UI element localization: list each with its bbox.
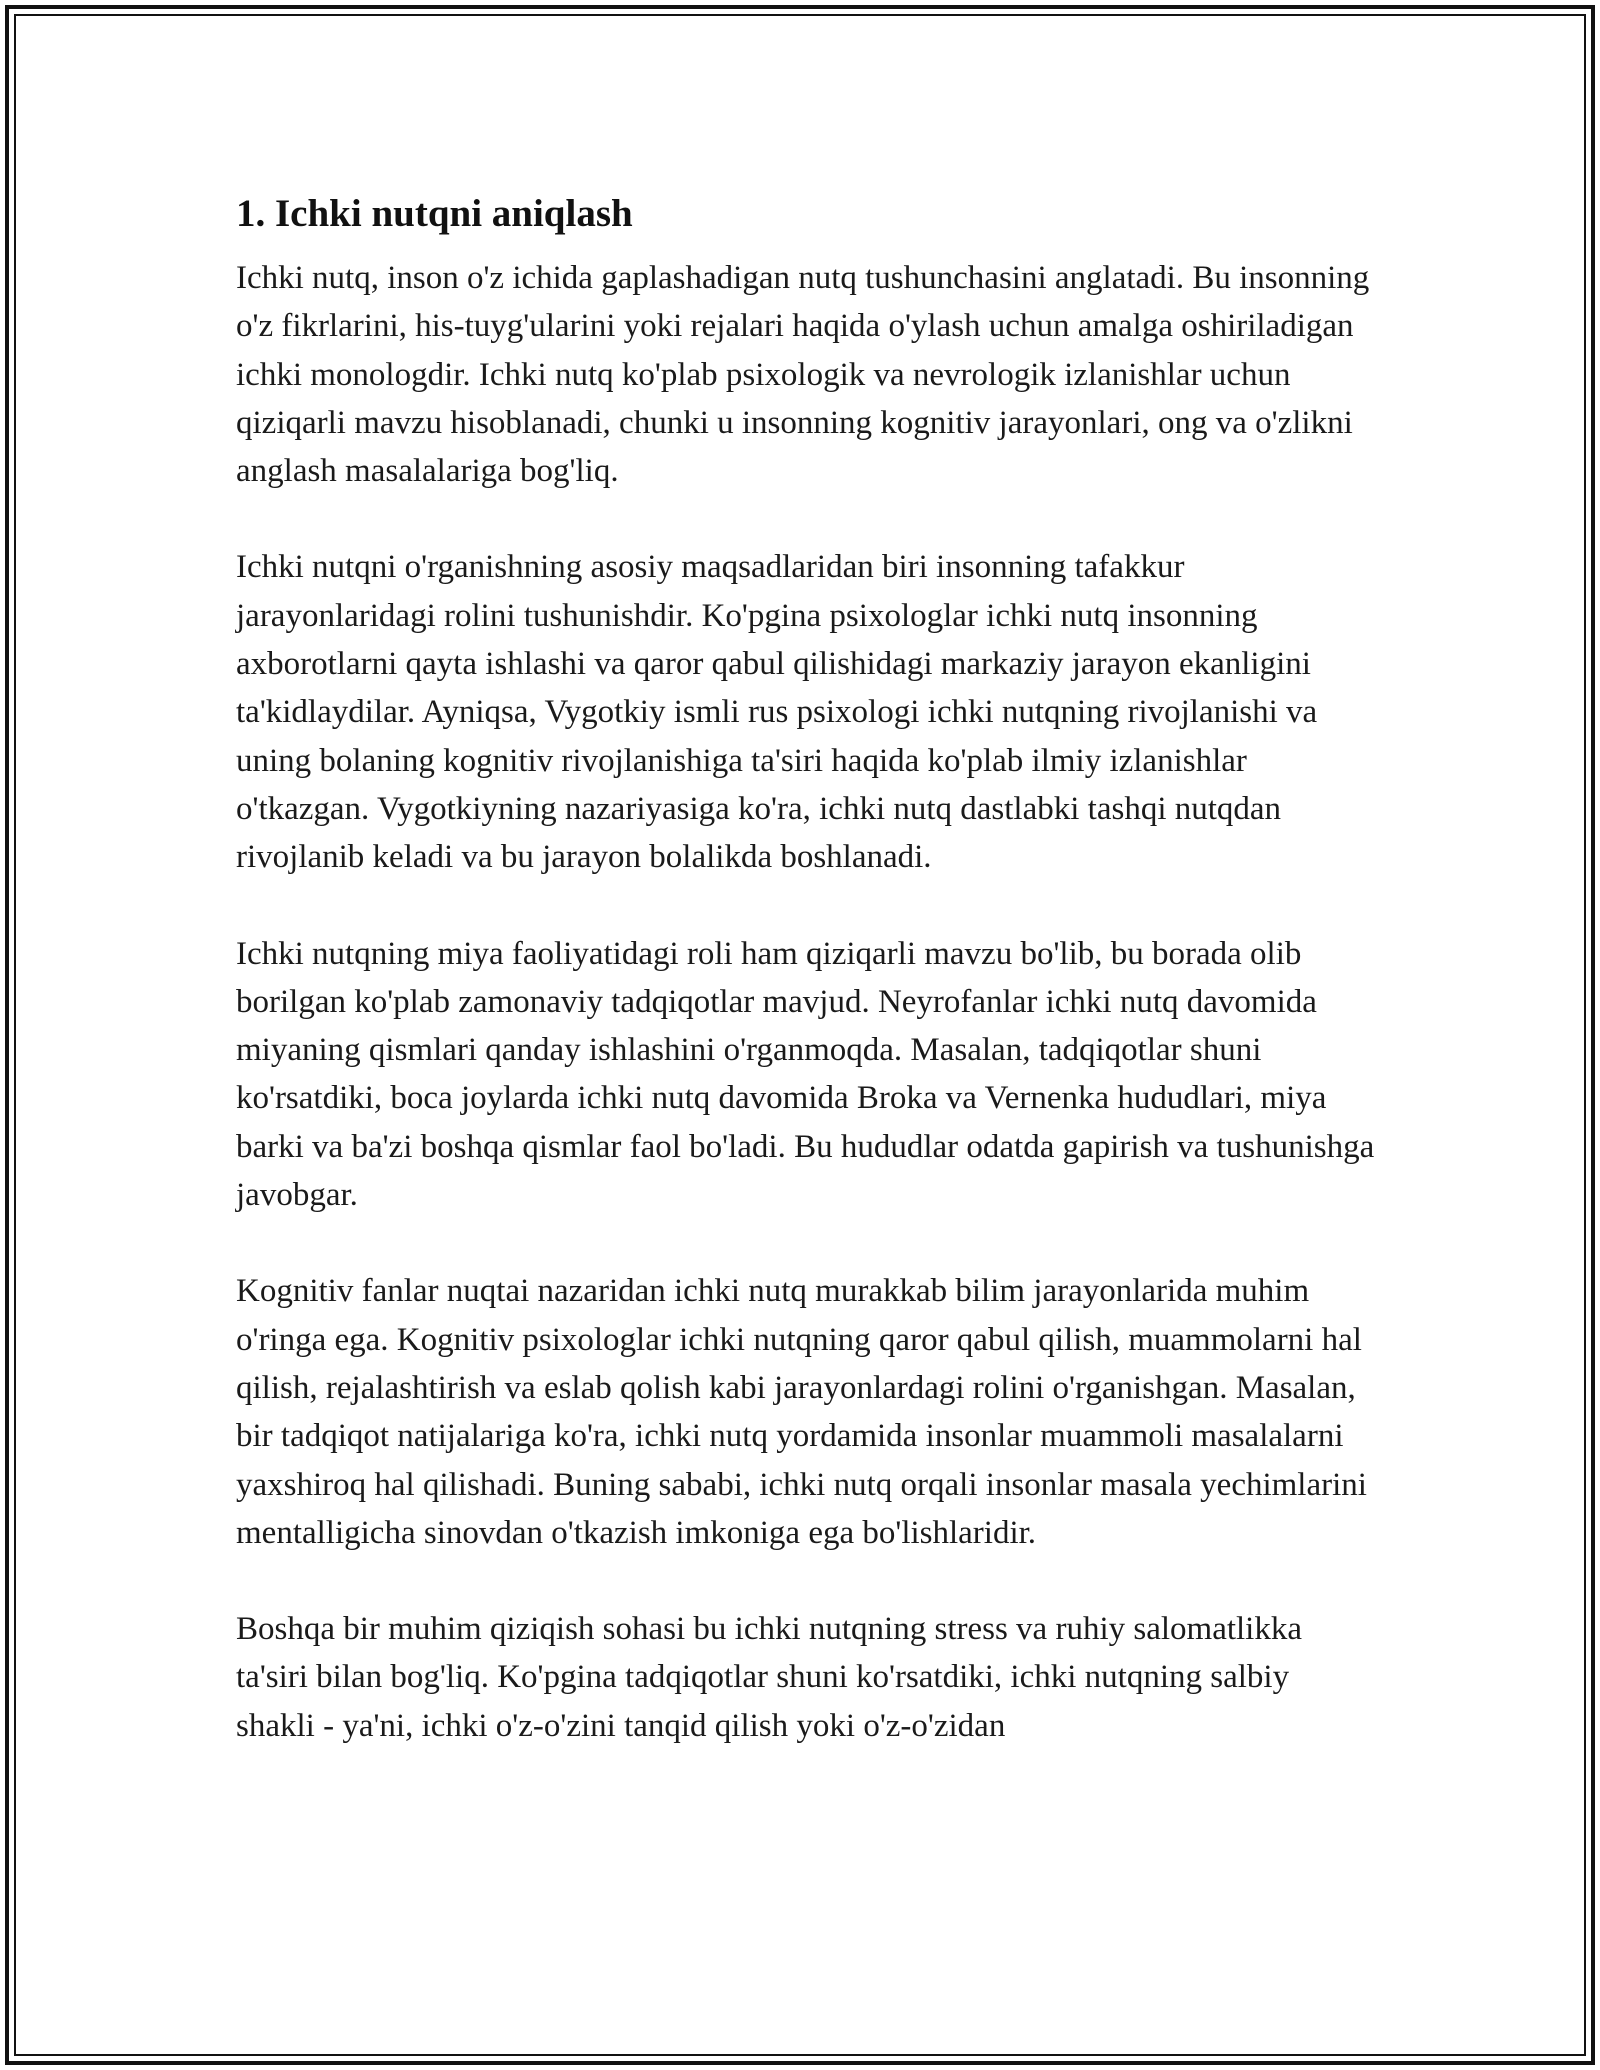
paragraph-1: Ichki nutq, inson o'z ichida gaplashadigan nutq tushunchasini anglatadi. Bu insonning o'z fikrlarini, his-tuyg'ularini yoki rejalari haqida o'ylash uchun amalga oshiriladigan ichki monologdir. Ichki nutq ko'plab psixologik va nevrologik izlanishlar uchun qiziqarli mavzu hisoblanadi, chunki u insonning kognitiv jarayonlari, ong va o'zlikni anglash masalalariga bog'liq. [236,260,1370,490]
paragraph-3: Ichki nutqning miya faoliyatidagi roli ham qiziqarli mavzu bo'lib, bu borada olib borilgan ko'plab zamonaviy tadqiqotlar mavjud. Neyrofanlar ichki nutq davomida miyaning qismlari qanday ishlashini o'rganmoqda. Masalan, tadqiqotlar shuni ko'rsatdiki, boca joylarda ichki nutq davomida Broka va Vernenka hududlari, miya barki va ba'zi boshqa qismlar faol bo'ladi. Bu hududlar odatda gapirish va tushunishga javobgar. [236,935,1375,1214]
section-heading: 1. Ichki nutqni aniqlash [236,192,633,235]
paragraph-2: Ichki nutqni o'rganishning asosiy maqsadlaridan biri insonning tafakkur jarayonlaridagi rolini tushunishdir. Ko'pgina psixologlar ichki nutq insonning axborotlarni qayta ishlashi va qaror qabul qilishidagi markaziy jarayon ekanligini ta'kidlaydilar. Ayniqsa, Vygotkiy ismli rus psixologi ichki nutqning rivojlanishi va uning bolaning kognitiv rivojlanishiga ta'siri haqida ko'plab ilmiy izlanishlar o'tkazgan. Vygotkiyning nazariyasiga ko'ra, ichki nutq dastlabki tashqi nutqdan rivojlanib keladi va bu jarayon bolalikda boshlanadi. [236,549,1318,876]
paragraph-4: Kognitiv fanlar nuqtai nazaridan ichki nutq murakkab bilim jarayonlarida muhim o'ringa ega. Kognitiv psixologlar ichki nutqning qaror qabul qilish, muammolarni hal qilish, rejalashtirish va eslab qolish kabi jarayonlardagi rolini o'rganishgan. Masalan, bir tadqiqot natijalariga ko'ra, ichki nutq yordamida insonlar muammoli masalalarni yaxshiroq hal qilishadi. Buning sababi, ichki nutq orqali insonlar masala yechimlarini mentalligicha sinovdan o'tkazish imkoniga ega bo'lishlaridir. [236,1273,1367,1551]
paragraph-5: Boshqa bir muhim qiziqish sohasi bu ichki nutqning stress va ruhiy salomatlikka ta'siri bilan bog'liq. Ko'pgina tadqiqotlar shuni ko'rsatdiki, ichki nutqning salbiy shakli - ya'ni, ichki o'z-o'zini tanqid qilish yoki o'z-o'zidan [236,1611,1302,1744]
document-body [236,184,1376,1798]
